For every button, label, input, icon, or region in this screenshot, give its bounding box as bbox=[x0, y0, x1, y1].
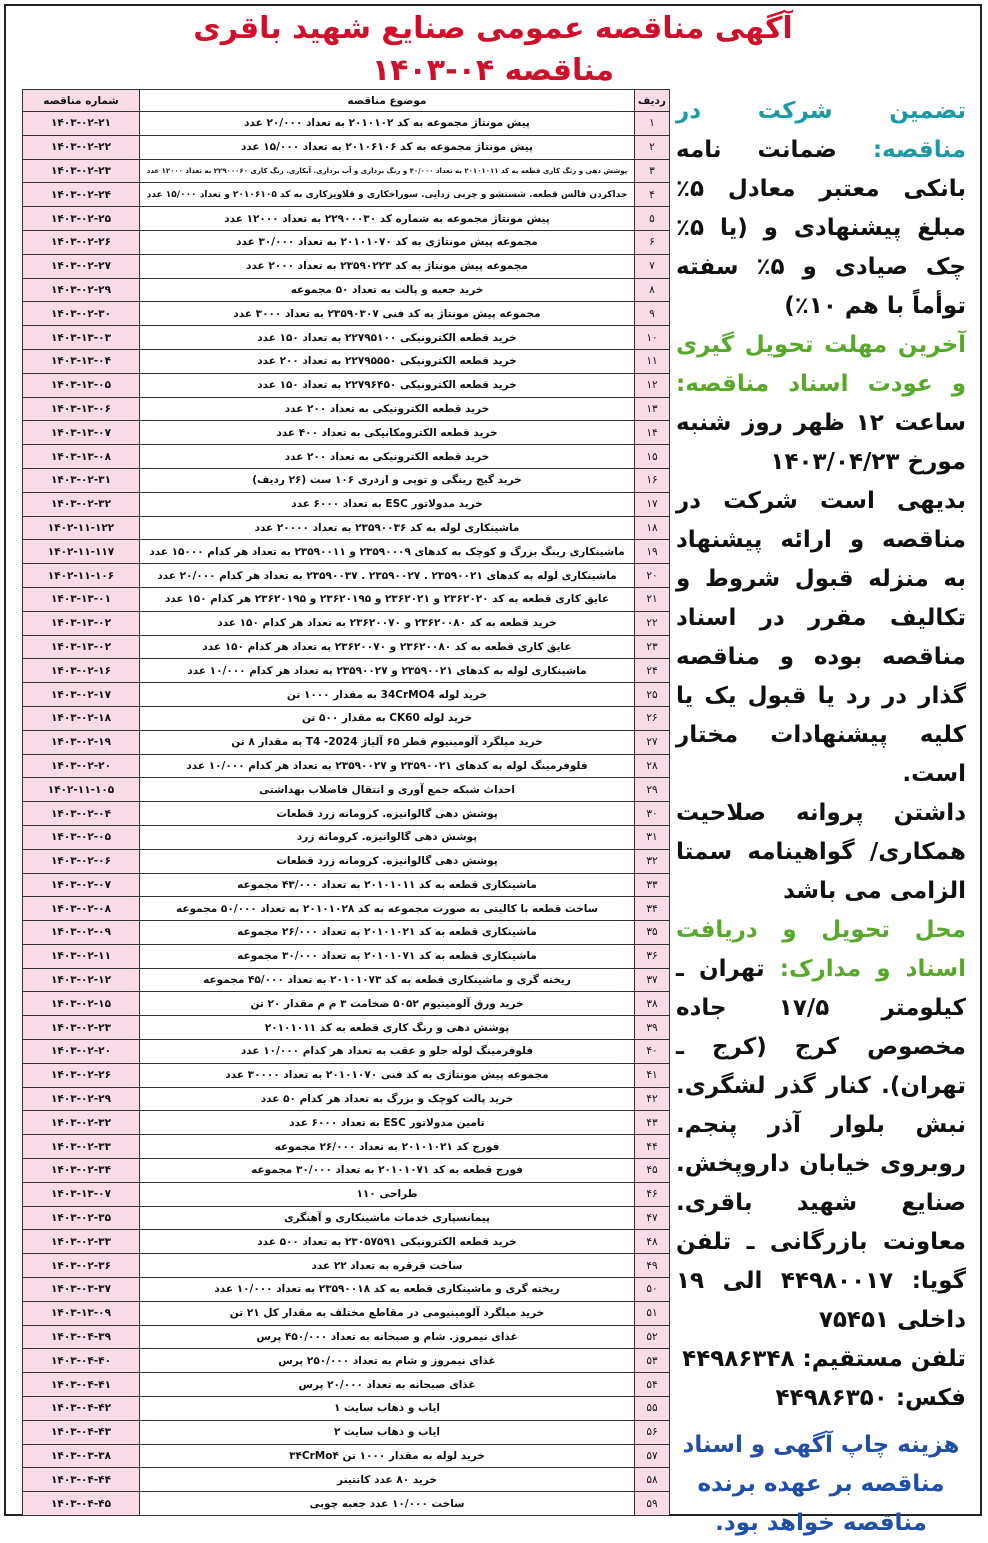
row-topic: پوشش دهی گالوانیزه. کرومانه زرد قطعات bbox=[140, 802, 635, 826]
row-number: ۱۴۰۲-۱۱-۱۱۷ bbox=[23, 540, 140, 564]
row-radif: ۲۰ bbox=[635, 564, 670, 588]
row-topic: خرید قطعه الکترونیکی ۲۳۰۵۷۵۹۱ به تعداد ۵۰۰ عدد bbox=[140, 1230, 635, 1254]
row-number: ۱۴۰۳-۰۲-۱۲ bbox=[23, 968, 140, 992]
row-number: ۱۴۰۳-۰۲-۲۹ bbox=[23, 1087, 140, 1111]
row-number: ۱۴۰۳-۰۲-۰۹ bbox=[23, 921, 140, 945]
row-number: ۱۴۰۳-۰۲-۳۲ bbox=[23, 492, 140, 516]
row-radif: ۴۹ bbox=[635, 1254, 670, 1278]
row-number: ۱۴۰۳-۰۲-۱۹ bbox=[23, 730, 140, 754]
table-row bbox=[23, 944, 670, 968]
header-radif: ردیف bbox=[635, 90, 670, 112]
row-topic: خرید میلگرد آلومینیوم قطر ۶۵ آلیاژ T4 -2024 به مقدار ۸ تن bbox=[140, 730, 635, 754]
table-row bbox=[23, 1420, 670, 1444]
tender-table-container bbox=[22, 89, 670, 1512]
row-radif: ۱ bbox=[635, 112, 670, 136]
table-row bbox=[23, 207, 670, 231]
row-number: ۱۴۰۳-۰۴-۴۵ bbox=[23, 1492, 140, 1516]
table-row bbox=[23, 326, 670, 350]
page-title: آگهی مناقصه عمومی صنایع شهید باقری bbox=[193, 11, 793, 46]
row-topic: خرید قطعه الکترومکانیکی به تعداد ۴۰۰ عدد bbox=[140, 421, 635, 445]
table-row bbox=[23, 135, 670, 159]
row-topic: پوشش دهی و رنگ کاری قطعه به کد ۲۰۱۰۱۰۱۱ bbox=[140, 1016, 635, 1040]
table-row bbox=[23, 1468, 670, 1492]
row-number: ۱۴۰۳-۱۳-۰۷ bbox=[23, 1182, 140, 1206]
row-radif: ۲۷ bbox=[635, 730, 670, 754]
deadline-text: ساعت ۱۲ ظهر روز شنبه مورخ ۱۴۰۳/۰۴/۲۳ bbox=[676, 410, 966, 475]
table-row bbox=[23, 897, 670, 921]
header-topic: موضوع مناقصه bbox=[140, 90, 635, 112]
row-number: ۱۴۰۳-۰۳-۳۸ bbox=[23, 1444, 140, 1468]
location-heading: محل تحویل و دریافت اسناد و مدارک: bbox=[676, 917, 967, 982]
row-radif: ۱۲ bbox=[635, 373, 670, 397]
table-row bbox=[23, 1444, 670, 1468]
table-header-row bbox=[23, 90, 670, 112]
row-number: ۱۴۰۳-۰۲-۲۷ bbox=[23, 254, 140, 278]
row-topic: غذای نیمروز و شام به تعداد ۲۵۰/۰۰۰ پرس bbox=[140, 1349, 635, 1373]
row-topic: غذای نیمروز. شام و صبحانه به تعداد ۴۵۰/۰۰۰ پرس bbox=[140, 1325, 635, 1349]
row-topic: خرید لوله 34CrMO4 به مقدار ۱۰۰۰ تن bbox=[140, 683, 635, 707]
row-topic: ماشینکاری رینگ بزرگ و کوچک به کدهای ۲۳۵۹۰۰۰۹ و ۲۳۵۹۰۰۱۱ به تعداد هر کدام ۱۵۰۰۰ عدد bbox=[140, 540, 635, 564]
row-radif: ۵۳ bbox=[635, 1349, 670, 1373]
row-radif: ۴۸ bbox=[635, 1230, 670, 1254]
table-row bbox=[23, 421, 670, 445]
row-topic: پیش مونتاژ مجموعه به کد ۲۰۱۰۱۰۲ به تعداد ۲۰/۰۰۰ عدد bbox=[140, 112, 635, 136]
table-row bbox=[23, 1087, 670, 1111]
row-radif: ۴۳ bbox=[635, 1111, 670, 1135]
row-radif: ۵۴ bbox=[635, 1373, 670, 1397]
table-row bbox=[23, 635, 670, 659]
table-row bbox=[23, 516, 670, 540]
table-row bbox=[23, 778, 670, 802]
row-number: ۱۴۰۳-۰۲-۳۳ bbox=[23, 1230, 140, 1254]
row-radif: ۴۶ bbox=[635, 1182, 670, 1206]
row-number: ۱۴۰۳-۰۴-۴۳ bbox=[23, 1420, 140, 1444]
fax-number: فکس: ۴۴۹۸۶۳۵۰ bbox=[775, 1385, 966, 1411]
row-topic: فورج کد ۲۰۱۰۱۰۲۱ به تعداد ۲۶/۰۰۰ مجموعه bbox=[140, 1135, 635, 1159]
table-row bbox=[23, 349, 670, 373]
row-number: ۱۴۰۳-۰۲-۰۴ bbox=[23, 802, 140, 826]
row-radif: ۹ bbox=[635, 302, 670, 326]
row-topic: ایاب و ذهاب سایت ۲ bbox=[140, 1420, 635, 1444]
row-radif: ۱۵ bbox=[635, 445, 670, 469]
row-topic: خرید ۸۰ عدد کانتینر bbox=[140, 1468, 635, 1492]
guarantee-text: ضمانت نامه بانکی معتبر معادل ۵٪ مبلغ پیشنهادی و (یا ۵٪ چک صیادی و ۵٪ سفته توأماً با هم ۱۰٪) bbox=[676, 137, 966, 319]
table-row bbox=[23, 564, 670, 588]
table-row bbox=[23, 849, 670, 873]
row-radif: ۴۵ bbox=[635, 1159, 670, 1183]
row-topic: فلوفرمینگ لوله به کدهای ۲۳۵۹۰۰۲۱ و ۲۳۵۹۰۰۲۷ به تعداد هر کدام ۱۰/۰۰۰ عدد bbox=[140, 754, 635, 778]
table-row bbox=[23, 302, 670, 326]
row-radif: ۶ bbox=[635, 230, 670, 254]
row-radif: ۴ bbox=[635, 183, 670, 207]
row-number: ۱۴۰۳-۰۲-۲۲ bbox=[23, 135, 140, 159]
row-topic: پوشش دهی گالوانیزه. کرومانه زرد قطعات bbox=[140, 849, 635, 873]
row-number: ۱۴۰۳-۰۲-۲۰ bbox=[23, 1040, 140, 1064]
table-row bbox=[23, 397, 670, 421]
table-row bbox=[23, 1254, 670, 1278]
row-topic: خرید لوله به مقدار ۱۰۰۰ تن ۳۴CrMo۴ bbox=[140, 1444, 635, 1468]
row-radif: ۱۶ bbox=[635, 468, 670, 492]
table-row bbox=[23, 1325, 670, 1349]
row-radif: ۳۷ bbox=[635, 968, 670, 992]
row-topic: پیمانسپاری خدمات ماشینکاری و آهنگری bbox=[140, 1206, 635, 1230]
license-text: داشتن پروانه صلاحیت همکاری/ گواهینامه سمتا الزامی می باشد bbox=[676, 800, 966, 904]
row-topic: خرید مدولاتور ESC به تعداد ۶۰۰۰ عدد bbox=[140, 492, 635, 516]
row-topic: خرید قطعه به کد ۲۳۶۲۰۰۸۰ و ۲۳۶۲۰۰۷۰ به تعداد هر کدام ۱۵۰ عدد bbox=[140, 611, 635, 635]
row-radif: ۵۰ bbox=[635, 1278, 670, 1302]
row-number: ۱۴۰۳-۰۲-۱۱ bbox=[23, 944, 140, 968]
row-radif: ۴۰ bbox=[635, 1040, 670, 1064]
row-number: ۱۴۰۳-۰۲-۱۷ bbox=[23, 683, 140, 707]
row-topic: ریخته گری و ماشینکاری قطعه به کد ۲۳۵۹۰۰۱۸ به تعداد ۱۰/۰۰۰ عدد bbox=[140, 1278, 635, 1302]
row-number: ۱۴۰۳-۱۳-۰۹ bbox=[23, 1301, 140, 1325]
row-radif: ۲۶ bbox=[635, 706, 670, 730]
row-topic: ماشینکاری لوله به کدهای ۲۳۵۹۰۰۲۱ . ۲۳۵۹۰۰۲۷ . ۲۳۵۹۰۰۳۷ به تعداد هر کدام ۲۰/۰۰۰ عدد bbox=[140, 564, 635, 588]
row-topic: عایق کاری قطعه به کد ۲۳۶۲۰۲۰ و ۲۳۶۲۰۲۱ و ۲۳۶۲۰۱۹۵ و ۲۳۶۲۰۱۹۵ هر کدام ۱۵۰ عدد bbox=[140, 587, 635, 611]
row-number: ۱۴۰۳-۰۴-۴۴ bbox=[23, 1468, 140, 1492]
row-topic: احداث شبکه جمع آوری و انتقال فاضلاب بهداشتی bbox=[140, 778, 635, 802]
row-number: ۱۴۰۳-۰۲-۳۵ bbox=[23, 1206, 140, 1230]
row-number: ۱۴۰۲-۱۱-۱۰۵ bbox=[23, 778, 140, 802]
table-row bbox=[23, 825, 670, 849]
row-radif: ۳۹ bbox=[635, 1016, 670, 1040]
table-row bbox=[23, 254, 670, 278]
row-radif: ۵۸ bbox=[635, 1468, 670, 1492]
row-number: ۱۴۰۳-۰۳-۳۷ bbox=[23, 1278, 140, 1302]
row-topic: مجموعه پیش مونتاژ به کد ۲۳۵۹۰۲۲۳ به تعداد ۲۰۰۰ عدد bbox=[140, 254, 635, 278]
row-topic: خرید قطعه الکترونیکی ۲۲۷۹۵۱۰۰ به تعداد ۱۵۰ عدد bbox=[140, 326, 635, 350]
table-row bbox=[23, 1349, 670, 1373]
row-radif: ۲۵ bbox=[635, 683, 670, 707]
row-topic: جداکردن فالس قطعه. شستشو و چربی زدایی. سوراخکاری و قلاویزکاری به کد ۲۰۱۰۶۱۰۵ و تعداد ۱۵/۰۰۰ عدد bbox=[140, 183, 635, 207]
row-number: ۱۴۰۳-۱۳-۰۷ bbox=[23, 421, 140, 445]
row-radif: ۵۲ bbox=[635, 1325, 670, 1349]
table-row bbox=[23, 1016, 670, 1040]
row-number: ۱۴۰۳-۰۴-۳۹ bbox=[23, 1325, 140, 1349]
location-text: تهران ـ کیلومتر ۱۷/۵ جاده مخصوص کرج (کرج ـ تهران). کنار گذر لشگری. نبش بلوار آذر پنجم. روبروی خیابان داروپخش. صنایع شهید باقری. معاونت بازرگانی ـ تلفن گویا: ۴۴۹۸۰۰۱۷ الی ۱۹ داخلی ۷۵۴۵۱ bbox=[676, 956, 966, 1333]
table-row bbox=[23, 1492, 670, 1516]
table-row bbox=[23, 611, 670, 635]
row-number: ۱۴۰۳-۰۲-۳۳ bbox=[23, 1135, 140, 1159]
table-row bbox=[23, 230, 670, 254]
row-number: ۱۴۰۳-۱۳-۰۳ bbox=[23, 326, 140, 350]
table-row bbox=[23, 373, 670, 397]
table-row bbox=[23, 754, 670, 778]
row-radif: ۴۷ bbox=[635, 1206, 670, 1230]
row-number: ۱۴۰۳-۰۲-۲۴ bbox=[23, 183, 140, 207]
row-radif: ۱۰ bbox=[635, 326, 670, 350]
row-number: ۱۴۰۳-۱۳-۰۶ bbox=[23, 397, 140, 421]
table-row bbox=[23, 587, 670, 611]
row-topic: خرید ورق آلومینیوم ۵۰۵۲ ضخامت ۳ م م مقدار ۲۰ تن bbox=[140, 992, 635, 1016]
row-topic: مجموعه پیش مونتاژی به کد ۲۰۱۰۱۰۷۰ به تعداد ۳۰/۰۰۰ عدد bbox=[140, 230, 635, 254]
row-topic: تامین مدولاتور ESC به تعداد ۶۰۰۰ عدد bbox=[140, 1111, 635, 1135]
table-row bbox=[23, 540, 670, 564]
row-radif: ۲۹ bbox=[635, 778, 670, 802]
row-radif: ۵۷ bbox=[635, 1444, 670, 1468]
table-row bbox=[23, 683, 670, 707]
row-radif: ۱۱ bbox=[635, 349, 670, 373]
row-topic: خرید قطعه الکترونیکی به تعداد ۲۰۰ عدد bbox=[140, 445, 635, 469]
row-topic: خرید قطعه الکترونیکی به تعداد ۲۰۰ عدد bbox=[140, 397, 635, 421]
table-row bbox=[23, 1159, 670, 1183]
row-radif: ۲ bbox=[635, 135, 670, 159]
row-radif: ۲۸ bbox=[635, 754, 670, 778]
row-radif: ۲۲ bbox=[635, 611, 670, 635]
table-row bbox=[23, 1373, 670, 1397]
row-number: ۱۴۰۳-۰۲-۰۵ bbox=[23, 825, 140, 849]
row-radif: ۵ bbox=[635, 207, 670, 231]
table-row bbox=[23, 1135, 670, 1159]
row-topic: خرید قطعه الکترونیکی ۲۲۷۹۵۵۵۰ به تعداد ۲۰۰ عدد bbox=[140, 349, 635, 373]
table-row bbox=[23, 1397, 670, 1421]
row-number: ۱۴۰۳-۰۲-۲۱ bbox=[23, 112, 140, 136]
row-topic: پوشش دهی گالوانیزه. کرومانه زرد bbox=[140, 825, 635, 849]
row-number: ۱۴۰۳-۰۲-۱۵ bbox=[23, 992, 140, 1016]
row-topic: خرید لوله CK60 به مقدار ۵۰۰ تن bbox=[140, 706, 635, 730]
row-number: ۱۴۰۳-۰۴-۴۱ bbox=[23, 1373, 140, 1397]
table-row bbox=[23, 1230, 670, 1254]
row-radif: ۱۹ bbox=[635, 540, 670, 564]
table-row bbox=[23, 1301, 670, 1325]
table-row bbox=[23, 159, 670, 183]
row-topic: فلوفرمینگ لوله جلو و عقب به تعداد هر کدام ۱۰/۰۰۰ عدد bbox=[140, 1040, 635, 1064]
table-row bbox=[23, 802, 670, 826]
row-radif: ۴۴ bbox=[635, 1135, 670, 1159]
row-number: ۱۴۰۳-۰۲-۳۶ bbox=[23, 1254, 140, 1278]
terms-text: بدیهی است شرکت در مناقصه و ارائه پیشنهاد به منزله قبول شروط و تکالیف مقرر در اسناد مناقصه بوده و مناقصه گذار در رد یا قبول یک یا کلیه پیشنهادات مختار است. bbox=[676, 488, 966, 787]
row-topic: غذای صبحانه به تعداد ۲۰/۰۰۰ پرس bbox=[140, 1373, 635, 1397]
row-number: ۱۴۰۳-۰۲-۲۶ bbox=[23, 230, 140, 254]
row-topic: ماشینکاری قطعه به کد ۲۰۱۰۱۰۷۱ به تعداد ۳۰/۰۰۰ مجموعه bbox=[140, 944, 635, 968]
row-radif: ۲۳ bbox=[635, 635, 670, 659]
row-number: ۱۴۰۳-۱۳-۰۴ bbox=[23, 349, 140, 373]
row-radif: ۳۲ bbox=[635, 849, 670, 873]
table-body bbox=[23, 112, 670, 1516]
table-row bbox=[23, 1040, 670, 1064]
table-row bbox=[23, 1063, 670, 1087]
row-number: ۱۴۰۳-۱۳-۰۸ bbox=[23, 445, 140, 469]
row-number: ۱۴۰۲-۱۱-۱۰۶ bbox=[23, 564, 140, 588]
deadline-heading: آخرین مهلت تحویل گیری و عودت اسناد مناقصه: bbox=[676, 332, 966, 397]
row-topic: ماشینکاری قطعه به کد ۲۰۱۰۱۰۱۱ به تعداد ۴۳/۰۰۰ مجموعه bbox=[140, 873, 635, 897]
row-radif: ۷ bbox=[635, 254, 670, 278]
table-row bbox=[23, 730, 670, 754]
table-row bbox=[23, 1111, 670, 1135]
row-topic: پوشش دهی و رنگ کاری قطعه به کد ۲۰۱۰۱۰۱۱ به تعداد ۴۰/۰۰۰ و رنگ برداری و آب برداری. آبکاری. رنگ کاری ۲۲۹۰۰۰۶۰ به تعداد ۱۲۰۰۰ عدد bbox=[140, 159, 635, 183]
row-number: ۱۴۰۳-۰۲-۳۰ bbox=[23, 302, 140, 326]
row-number: ۱۴۰۳-۱۳-۰۵ bbox=[23, 373, 140, 397]
row-radif: ۵۹ bbox=[635, 1492, 670, 1516]
table-row bbox=[23, 992, 670, 1016]
row-radif: ۱۳ bbox=[635, 397, 670, 421]
row-radif: ۲۱ bbox=[635, 587, 670, 611]
row-radif: ۱۴ bbox=[635, 421, 670, 445]
row-topic: خرید پالت کوچک و بزرگ به تعداد هر کدام ۵۰ عدد bbox=[140, 1087, 635, 1111]
row-topic: خرید جعبه و پالت به تعداد ۵۰ مجموعه bbox=[140, 278, 635, 302]
row-number: ۱۴۰۳-۱۳-۰۲ bbox=[23, 635, 140, 659]
table-row bbox=[23, 1182, 670, 1206]
table-row bbox=[23, 1278, 670, 1302]
row-topic: ساخت قرقره به تعداد ۲۲ عدد bbox=[140, 1254, 635, 1278]
guarantee-heading: تضمین شرکت در مناقصه: bbox=[676, 98, 966, 163]
row-number: ۱۴۰۳-۰۲-۲۹ bbox=[23, 278, 140, 302]
row-topic: ریخته گری و ماشینکاری قطعه به کد ۲۰۱۰۱۰۷۳ به تعداد ۴۵/۰۰۰ مجموعه bbox=[140, 968, 635, 992]
row-topic: عایق کاری قطعه به کد ۲۳۶۲۰۰۸۰ و ۲۳۶۲۰۰۷۰ به تعداد هر کدام ۱۵۰ عدد bbox=[140, 635, 635, 659]
row-radif: ۸ bbox=[635, 278, 670, 302]
table-row bbox=[23, 1206, 670, 1230]
row-topic: خرید گیج رینگی و توپی و ازدری ۱۰۶ ست (۲۶ ردیف) bbox=[140, 468, 635, 492]
row-topic: طراحی ۱۱۰ bbox=[140, 1182, 635, 1206]
row-number: ۱۴۰۳-۰۴-۴۲ bbox=[23, 1397, 140, 1421]
row-radif: ۳۱ bbox=[635, 825, 670, 849]
row-number: ۱۴۰۳-۰۲-۱۶ bbox=[23, 659, 140, 683]
table-row bbox=[23, 921, 670, 945]
table-row bbox=[23, 468, 670, 492]
row-topic: ماشینکاری قطعه به کد ۲۰۱۰۱۰۲۱ به تعداد ۲۶/۰۰۰ مجموعه bbox=[140, 921, 635, 945]
tender-number-title: مناقصه ۰۴-۱۴۰۳ bbox=[371, 53, 615, 88]
row-topic: خرید قطعه الکترونیکی ۲۲۷۹۶۴۵۰ به تعداد ۱۵۰ عدد bbox=[140, 373, 635, 397]
row-topic: فورج قطعه به کد ۲۰۱۰۱۰۷۱ به تعداد ۳۰/۰۰۰ مجموعه bbox=[140, 1159, 635, 1183]
row-radif: ۳۴ bbox=[635, 897, 670, 921]
row-number: ۱۴۰۳-۰۲-۰۶ bbox=[23, 849, 140, 873]
row-radif: ۴۱ bbox=[635, 1063, 670, 1087]
tender-table bbox=[22, 89, 670, 1516]
row-number: ۱۴۰۳-۰۲-۱۸ bbox=[23, 706, 140, 730]
row-number: ۱۴۰۳-۰۲-۲۳ bbox=[23, 159, 140, 183]
row-number: ۱۴۰۳-۰۲-۲۵ bbox=[23, 207, 140, 231]
row-radif: ۳۸ bbox=[635, 992, 670, 1016]
row-topic: مجموعه پیش مونتاژ به کد فنی ۲۳۵۹۰۳۰۷ به تعداد ۳۰۰۰ عدد bbox=[140, 302, 635, 326]
row-number: ۱۴۰۳-۰۲-۳۲ bbox=[23, 1111, 140, 1135]
row-number: ۱۴۰۳-۰۲-۲۳ bbox=[23, 1016, 140, 1040]
row-number: ۱۴۰۳-۱۳-۰۱ bbox=[23, 587, 140, 611]
row-number: ۱۴۰۳-۰۲-۲۰ bbox=[23, 754, 140, 778]
table-row bbox=[23, 112, 670, 136]
row-radif: ۳۶ bbox=[635, 944, 670, 968]
row-topic: ایاب و ذهاب سایت ۱ bbox=[140, 1397, 635, 1421]
table-row bbox=[23, 492, 670, 516]
row-radif: ۵۱ bbox=[635, 1301, 670, 1325]
fee-notice: هزینه چاپ آگهی و اسناد مناقصه بر عهده برنده مناقصه خواهد بود. bbox=[682, 1432, 960, 1536]
row-radif: ۴۲ bbox=[635, 1087, 670, 1111]
table-row bbox=[23, 278, 670, 302]
row-topic: مجموعه پیش مونتاژی به کد فنی ۲۰۱۰۱۰۷۰ به تعداد ۳۰۰۰۰ عدد bbox=[140, 1063, 635, 1087]
table-row bbox=[23, 659, 670, 683]
row-number: ۱۴۰۳-۰۲-۰۷ bbox=[23, 873, 140, 897]
table-row bbox=[23, 445, 670, 469]
row-number: ۱۴۰۳-۰۲-۳۴ bbox=[23, 1159, 140, 1183]
row-topic: خرید میلگرد آلومینیومی در مقاطع مختلف به مقدار کل ۲۱ تن bbox=[140, 1301, 635, 1325]
row-radif: ۳۰ bbox=[635, 802, 670, 826]
row-number: ۱۴۰۳-۰۲-۳۱ bbox=[23, 468, 140, 492]
row-number: ۱۴۰۳-۰۲-۲۶ bbox=[23, 1063, 140, 1087]
row-topic: ساخت ۱۰/۰۰۰ عدد جعبه چوبی bbox=[140, 1492, 635, 1516]
row-radif: ۵۵ bbox=[635, 1397, 670, 1421]
row-radif: ۳۳ bbox=[635, 873, 670, 897]
row-number: ۱۴۰۳-۰۴-۴۰ bbox=[23, 1349, 140, 1373]
row-radif: ۳۵ bbox=[635, 921, 670, 945]
row-topic: پیش مونتاژ مجموعه به کد ۲۰۱۰۶۱۰۶ به تعداد ۱۵/۰۰۰ عدد bbox=[140, 135, 635, 159]
table-row bbox=[23, 183, 670, 207]
table-row bbox=[23, 873, 670, 897]
row-topic: ماشینکاری لوله به کد ۲۳۵۹۰۰۳۶ به تعداد ۲۰۰۰۰ عدد bbox=[140, 516, 635, 540]
header-number: شماره مناقصه bbox=[23, 90, 140, 112]
row-topic: ساخت قطعه با کالیتی به صورت مجموعه به کد ۲۰۱۰۱۰۲۸ به تعداد ۵۰/۰۰۰ مجموعه bbox=[140, 897, 635, 921]
row-radif: ۲۴ bbox=[635, 659, 670, 683]
phone-direct: تلفن مستقیم: ۴۴۹۸۶۳۴۸ bbox=[682, 1346, 966, 1372]
conditions-panel bbox=[676, 92, 967, 1536]
row-radif: ۱۸ bbox=[635, 516, 670, 540]
table-row bbox=[23, 706, 670, 730]
row-number: ۱۴۰۳-۱۳-۰۲ bbox=[23, 611, 140, 635]
table-row bbox=[23, 968, 670, 992]
row-topic: ماشینکاری لوله به کدهای ۲۳۵۹۰۰۲۱ و ۲۳۵۹۰۰۲۷ به تعداد هر کدام ۱۰/۰۰۰ عدد bbox=[140, 659, 635, 683]
row-radif: ۵۶ bbox=[635, 1420, 670, 1444]
row-number: ۱۴۰۳-۰۲-۰۸ bbox=[23, 897, 140, 921]
row-topic: پیش مونتاژ مجموعه به شماره کد ۲۲۹۰۰۰۳۰ به تعداد ۱۲۰۰۰ عدد bbox=[140, 207, 635, 231]
row-radif: ۱۷ bbox=[635, 492, 670, 516]
row-radif: ۳ bbox=[635, 159, 670, 183]
row-number: ۱۴۰۲-۱۱-۱۲۲ bbox=[23, 516, 140, 540]
